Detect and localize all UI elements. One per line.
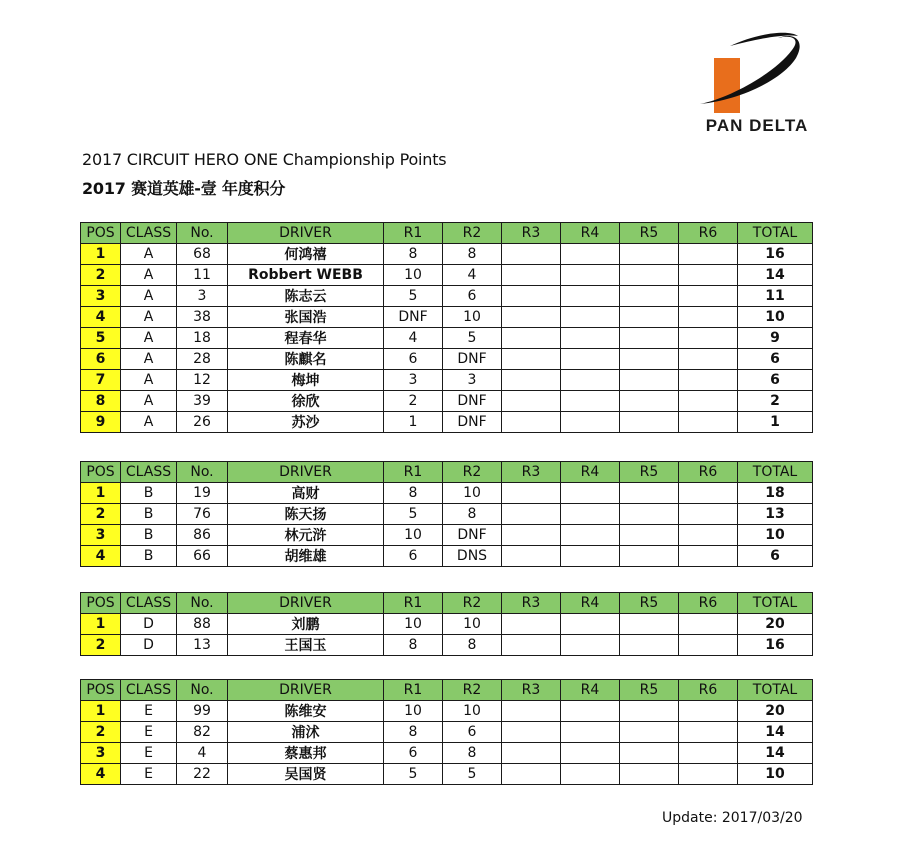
class-cell: A bbox=[121, 265, 177, 286]
r3-cell bbox=[502, 722, 561, 743]
header-pos: POS bbox=[81, 593, 121, 614]
r6-cell bbox=[679, 265, 738, 286]
r2-cell: 6 bbox=[443, 286, 502, 307]
no-cell: 11 bbox=[177, 265, 228, 286]
r6-cell bbox=[679, 412, 738, 433]
header-r4: R4 bbox=[561, 593, 620, 614]
r1-cell: 10 bbox=[384, 265, 443, 286]
pos-cell: 6 bbox=[81, 349, 121, 370]
r2-cell: 10 bbox=[443, 307, 502, 328]
table-row bbox=[81, 614, 813, 635]
total-cell: 20 bbox=[738, 701, 813, 722]
r2-cell: 5 bbox=[443, 328, 502, 349]
r1-cell: DNF bbox=[384, 307, 443, 328]
r5-cell bbox=[620, 722, 679, 743]
header-no: No. bbox=[177, 680, 228, 701]
pos-cell: 3 bbox=[81, 286, 121, 307]
no-cell: 86 bbox=[177, 525, 228, 546]
r6-cell bbox=[679, 614, 738, 635]
r6-cell bbox=[679, 328, 738, 349]
r6-cell bbox=[679, 286, 738, 307]
r2-cell: DNS bbox=[443, 546, 502, 567]
driver-cell: 苏沙 bbox=[228, 412, 384, 433]
r6-cell bbox=[679, 722, 738, 743]
total-cell: 14 bbox=[738, 722, 813, 743]
r6-cell bbox=[679, 743, 738, 764]
class-cell: A bbox=[121, 244, 177, 265]
table-row bbox=[81, 764, 813, 785]
r1-cell: 10 bbox=[384, 701, 443, 722]
r6-cell bbox=[679, 307, 738, 328]
pos-cell: 3 bbox=[81, 743, 121, 764]
header-r6: R6 bbox=[679, 223, 738, 244]
table-row bbox=[81, 701, 813, 722]
total-cell: 14 bbox=[738, 743, 813, 764]
header-pos: POS bbox=[81, 680, 121, 701]
r3-cell bbox=[502, 328, 561, 349]
r3-cell bbox=[502, 370, 561, 391]
table-row bbox=[81, 328, 813, 349]
class-cell: A bbox=[121, 391, 177, 412]
pos-cell: 5 bbox=[81, 328, 121, 349]
r2-cell: 10 bbox=[443, 701, 502, 722]
pos-cell: 7 bbox=[81, 370, 121, 391]
r5-cell bbox=[620, 391, 679, 412]
class-cell: B bbox=[121, 546, 177, 567]
r6-cell bbox=[679, 391, 738, 412]
header-r3: R3 bbox=[502, 223, 561, 244]
class-cell: A bbox=[121, 349, 177, 370]
header-row bbox=[81, 680, 813, 701]
header-pos: POS bbox=[81, 223, 121, 244]
class-e-table bbox=[80, 679, 813, 785]
total-cell: 10 bbox=[738, 525, 813, 546]
r5-cell bbox=[620, 743, 679, 764]
r5-cell bbox=[620, 370, 679, 391]
driver-cell: 刘鹏 bbox=[228, 614, 384, 635]
r6-cell bbox=[679, 504, 738, 525]
no-cell: 22 bbox=[177, 764, 228, 785]
pos-cell: 1 bbox=[81, 701, 121, 722]
no-cell: 4 bbox=[177, 743, 228, 764]
header-r6: R6 bbox=[679, 680, 738, 701]
header-r2: R2 bbox=[443, 462, 502, 483]
r1-cell: 6 bbox=[384, 743, 443, 764]
r1-cell: 5 bbox=[384, 286, 443, 307]
no-cell: 82 bbox=[177, 722, 228, 743]
r6-cell bbox=[679, 370, 738, 391]
driver-cell: 何鸿禧 bbox=[228, 244, 384, 265]
header-r5: R5 bbox=[620, 593, 679, 614]
header-driver: DRIVER bbox=[228, 223, 384, 244]
header-row bbox=[81, 593, 813, 614]
table-row bbox=[81, 504, 813, 525]
table-row bbox=[81, 391, 813, 412]
r4-cell bbox=[561, 391, 620, 412]
r2-cell: 6 bbox=[443, 722, 502, 743]
pos-cell: 4 bbox=[81, 546, 121, 567]
driver-cell: 陈志云 bbox=[228, 286, 384, 307]
r5-cell bbox=[620, 286, 679, 307]
class-cell: B bbox=[121, 525, 177, 546]
r2-cell: 8 bbox=[443, 635, 502, 656]
class-cell: B bbox=[121, 483, 177, 504]
r3-cell bbox=[502, 635, 561, 656]
header-class: CLASS bbox=[121, 593, 177, 614]
header-row bbox=[81, 223, 813, 244]
r5-cell bbox=[620, 483, 679, 504]
header-driver: DRIVER bbox=[228, 593, 384, 614]
table-row bbox=[81, 286, 813, 307]
r4-cell bbox=[561, 546, 620, 567]
no-cell: 76 bbox=[177, 504, 228, 525]
pos-cell: 4 bbox=[81, 764, 121, 785]
no-cell: 19 bbox=[177, 483, 228, 504]
total-cell: 16 bbox=[738, 244, 813, 265]
table-row bbox=[81, 525, 813, 546]
driver-cell: 张国浩 bbox=[228, 307, 384, 328]
table-row bbox=[81, 265, 813, 286]
no-cell: 28 bbox=[177, 349, 228, 370]
r6-cell bbox=[679, 525, 738, 546]
total-cell: 14 bbox=[738, 265, 813, 286]
header-r4: R4 bbox=[561, 680, 620, 701]
driver-cell: 林元浒 bbox=[228, 525, 384, 546]
total-cell: 6 bbox=[738, 370, 813, 391]
table-row bbox=[81, 722, 813, 743]
header-r2: R2 bbox=[443, 223, 502, 244]
r2-cell: DNF bbox=[443, 391, 502, 412]
r1-cell: 10 bbox=[384, 614, 443, 635]
total-cell: 11 bbox=[738, 286, 813, 307]
r4-cell bbox=[561, 525, 620, 546]
no-cell: 26 bbox=[177, 412, 228, 433]
header-no: No. bbox=[177, 593, 228, 614]
r4-cell bbox=[561, 614, 620, 635]
header-r3: R3 bbox=[502, 462, 561, 483]
no-cell: 18 bbox=[177, 328, 228, 349]
class-cell: E bbox=[121, 743, 177, 764]
no-cell: 88 bbox=[177, 614, 228, 635]
r6-cell bbox=[679, 244, 738, 265]
r5-cell bbox=[620, 349, 679, 370]
r4-cell bbox=[561, 504, 620, 525]
pos-cell: 1 bbox=[81, 614, 121, 635]
r3-cell bbox=[502, 525, 561, 546]
r4-cell bbox=[561, 286, 620, 307]
table-row bbox=[81, 307, 813, 328]
r1-cell: 5 bbox=[384, 764, 443, 785]
page-title-en: 2017 CIRCUIT HERO ONE Championship Points bbox=[82, 150, 447, 169]
table-row bbox=[81, 483, 813, 504]
r3-cell bbox=[502, 307, 561, 328]
class-cell: E bbox=[121, 764, 177, 785]
table-row bbox=[81, 244, 813, 265]
r2-cell: 8 bbox=[443, 743, 502, 764]
total-cell: 18 bbox=[738, 483, 813, 504]
r3-cell bbox=[502, 614, 561, 635]
r4-cell bbox=[561, 349, 620, 370]
r3-cell bbox=[502, 764, 561, 785]
swoosh-logo-icon bbox=[690, 28, 820, 123]
r5-cell bbox=[620, 504, 679, 525]
r6-cell bbox=[679, 635, 738, 656]
pos-cell: 3 bbox=[81, 525, 121, 546]
table-row bbox=[81, 743, 813, 764]
driver-cell: 吴国贤 bbox=[228, 764, 384, 785]
total-cell: 10 bbox=[738, 307, 813, 328]
r3-cell bbox=[502, 546, 561, 567]
pos-cell: 4 bbox=[81, 307, 121, 328]
pos-cell: 2 bbox=[81, 635, 121, 656]
header-r4: R4 bbox=[561, 462, 620, 483]
r2-cell: DNF bbox=[443, 525, 502, 546]
no-cell: 68 bbox=[177, 244, 228, 265]
header-r2: R2 bbox=[443, 680, 502, 701]
header-no: No. bbox=[177, 223, 228, 244]
header-driver: DRIVER bbox=[228, 462, 384, 483]
header-r4: R4 bbox=[561, 223, 620, 244]
pos-cell: 1 bbox=[81, 483, 121, 504]
header-total: TOTAL bbox=[738, 593, 813, 614]
r5-cell bbox=[620, 307, 679, 328]
no-cell: 13 bbox=[177, 635, 228, 656]
total-cell: 6 bbox=[738, 546, 813, 567]
r4-cell bbox=[561, 244, 620, 265]
table-row bbox=[81, 349, 813, 370]
r4-cell bbox=[561, 701, 620, 722]
header-total: TOTAL bbox=[738, 223, 813, 244]
r1-cell: 8 bbox=[384, 722, 443, 743]
r5-cell bbox=[620, 244, 679, 265]
driver-cell: Robbert WEBB bbox=[228, 265, 384, 286]
r5-cell bbox=[620, 412, 679, 433]
r5-cell bbox=[620, 635, 679, 656]
r3-cell bbox=[502, 265, 561, 286]
r6-cell bbox=[679, 483, 738, 504]
header-pos: POS bbox=[81, 462, 121, 483]
driver-cell: 徐欣 bbox=[228, 391, 384, 412]
r2-cell: 4 bbox=[443, 265, 502, 286]
r1-cell: 8 bbox=[384, 483, 443, 504]
class-cell: D bbox=[121, 635, 177, 656]
class-cell: E bbox=[121, 701, 177, 722]
header-r3: R3 bbox=[502, 593, 561, 614]
header-r3: R3 bbox=[502, 680, 561, 701]
class-cell: A bbox=[121, 286, 177, 307]
no-cell: 12 bbox=[177, 370, 228, 391]
r3-cell bbox=[502, 244, 561, 265]
r5-cell bbox=[620, 525, 679, 546]
r4-cell bbox=[561, 764, 620, 785]
r3-cell bbox=[502, 412, 561, 433]
table-row bbox=[81, 546, 813, 567]
pos-cell: 9 bbox=[81, 412, 121, 433]
r1-cell: 8 bbox=[384, 244, 443, 265]
class-cell: A bbox=[121, 328, 177, 349]
header-total: TOTAL bbox=[738, 462, 813, 483]
header-r6: R6 bbox=[679, 593, 738, 614]
header-class: CLASS bbox=[121, 680, 177, 701]
class-cell: A bbox=[121, 307, 177, 328]
r1-cell: 6 bbox=[384, 546, 443, 567]
total-cell: 6 bbox=[738, 349, 813, 370]
r1-cell: 8 bbox=[384, 635, 443, 656]
header-total: TOTAL bbox=[738, 680, 813, 701]
driver-cell: 陈维安 bbox=[228, 701, 384, 722]
r5-cell bbox=[620, 614, 679, 635]
total-cell: 9 bbox=[738, 328, 813, 349]
r3-cell bbox=[502, 743, 561, 764]
r2-cell: 8 bbox=[443, 244, 502, 265]
r1-cell: 4 bbox=[384, 328, 443, 349]
driver-cell: 蔡惠邦 bbox=[228, 743, 384, 764]
class-d-table bbox=[80, 592, 813, 656]
r1-cell: 3 bbox=[384, 370, 443, 391]
r3-cell bbox=[502, 391, 561, 412]
r4-cell bbox=[561, 307, 620, 328]
r4-cell bbox=[561, 412, 620, 433]
header-r2: R2 bbox=[443, 593, 502, 614]
r3-cell bbox=[502, 701, 561, 722]
header-no: No. bbox=[177, 462, 228, 483]
r1-cell: 10 bbox=[384, 525, 443, 546]
r5-cell bbox=[620, 328, 679, 349]
pos-cell: 2 bbox=[81, 722, 121, 743]
r4-cell bbox=[561, 265, 620, 286]
no-cell: 99 bbox=[177, 701, 228, 722]
pan-delta-logo bbox=[690, 28, 830, 138]
driver-cell: 王国玉 bbox=[228, 635, 384, 656]
header-class: CLASS bbox=[121, 223, 177, 244]
header-class: CLASS bbox=[121, 462, 177, 483]
r3-cell bbox=[502, 349, 561, 370]
r5-cell bbox=[620, 764, 679, 785]
r4-cell bbox=[561, 722, 620, 743]
class-a-table bbox=[80, 222, 813, 433]
total-cell: 13 bbox=[738, 504, 813, 525]
total-cell: 20 bbox=[738, 614, 813, 635]
total-cell: 10 bbox=[738, 764, 813, 785]
r4-cell bbox=[561, 483, 620, 504]
r2-cell: 5 bbox=[443, 764, 502, 785]
header-r6: R6 bbox=[679, 462, 738, 483]
table-row bbox=[81, 370, 813, 391]
r1-cell: 1 bbox=[384, 412, 443, 433]
no-cell: 3 bbox=[177, 286, 228, 307]
header-r1: R1 bbox=[384, 680, 443, 701]
class-cell: B bbox=[121, 504, 177, 525]
driver-cell: 高财 bbox=[228, 483, 384, 504]
total-cell: 2 bbox=[738, 391, 813, 412]
r4-cell bbox=[561, 328, 620, 349]
r2-cell: DNF bbox=[443, 412, 502, 433]
class-cell: D bbox=[121, 614, 177, 635]
pos-cell: 2 bbox=[81, 504, 121, 525]
pos-cell: 1 bbox=[81, 244, 121, 265]
driver-cell: 胡维雄 bbox=[228, 546, 384, 567]
r2-cell: DNF bbox=[443, 349, 502, 370]
r3-cell bbox=[502, 483, 561, 504]
header-r5: R5 bbox=[620, 680, 679, 701]
header-r1: R1 bbox=[384, 462, 443, 483]
r1-cell: 2 bbox=[384, 391, 443, 412]
no-cell: 39 bbox=[177, 391, 228, 412]
header-r5: R5 bbox=[620, 462, 679, 483]
r3-cell bbox=[502, 504, 561, 525]
logo-text: PAN DELTA bbox=[705, 116, 809, 135]
table-row bbox=[81, 635, 813, 656]
header-r1: R1 bbox=[384, 593, 443, 614]
class-b-table bbox=[80, 461, 813, 567]
r2-cell: 3 bbox=[443, 370, 502, 391]
r4-cell bbox=[561, 370, 620, 391]
driver-cell: 陈天扬 bbox=[228, 504, 384, 525]
driver-cell: 陈麒名 bbox=[228, 349, 384, 370]
driver-cell: 浦沭 bbox=[228, 722, 384, 743]
r4-cell bbox=[561, 635, 620, 656]
header-r5: R5 bbox=[620, 223, 679, 244]
class-cell: E bbox=[121, 722, 177, 743]
no-cell: 66 bbox=[177, 546, 228, 567]
header-row bbox=[81, 462, 813, 483]
update-date: Update: 2017/03/20 bbox=[662, 810, 803, 826]
r1-cell: 6 bbox=[384, 349, 443, 370]
r3-cell bbox=[502, 286, 561, 307]
header-driver: DRIVER bbox=[228, 680, 384, 701]
r6-cell bbox=[679, 701, 738, 722]
r2-cell: 8 bbox=[443, 504, 502, 525]
class-cell: A bbox=[121, 412, 177, 433]
total-cell: 16 bbox=[738, 635, 813, 656]
r5-cell bbox=[620, 546, 679, 567]
r4-cell bbox=[561, 743, 620, 764]
class-cell: A bbox=[121, 370, 177, 391]
pos-cell: 2 bbox=[81, 265, 121, 286]
r2-cell: 10 bbox=[443, 614, 502, 635]
table-row bbox=[81, 412, 813, 433]
r6-cell bbox=[679, 349, 738, 370]
r5-cell bbox=[620, 265, 679, 286]
driver-cell: 程春华 bbox=[228, 328, 384, 349]
header-r1: R1 bbox=[384, 223, 443, 244]
r6-cell bbox=[679, 764, 738, 785]
pos-cell: 8 bbox=[81, 391, 121, 412]
total-cell: 1 bbox=[738, 412, 813, 433]
no-cell: 38 bbox=[177, 307, 228, 328]
page-title-cn: 2017 赛道英雄-壹 年度积分 bbox=[82, 179, 286, 198]
r5-cell bbox=[620, 701, 679, 722]
r1-cell: 5 bbox=[384, 504, 443, 525]
r2-cell: 10 bbox=[443, 483, 502, 504]
r6-cell bbox=[679, 546, 738, 567]
driver-cell: 梅坤 bbox=[228, 370, 384, 391]
